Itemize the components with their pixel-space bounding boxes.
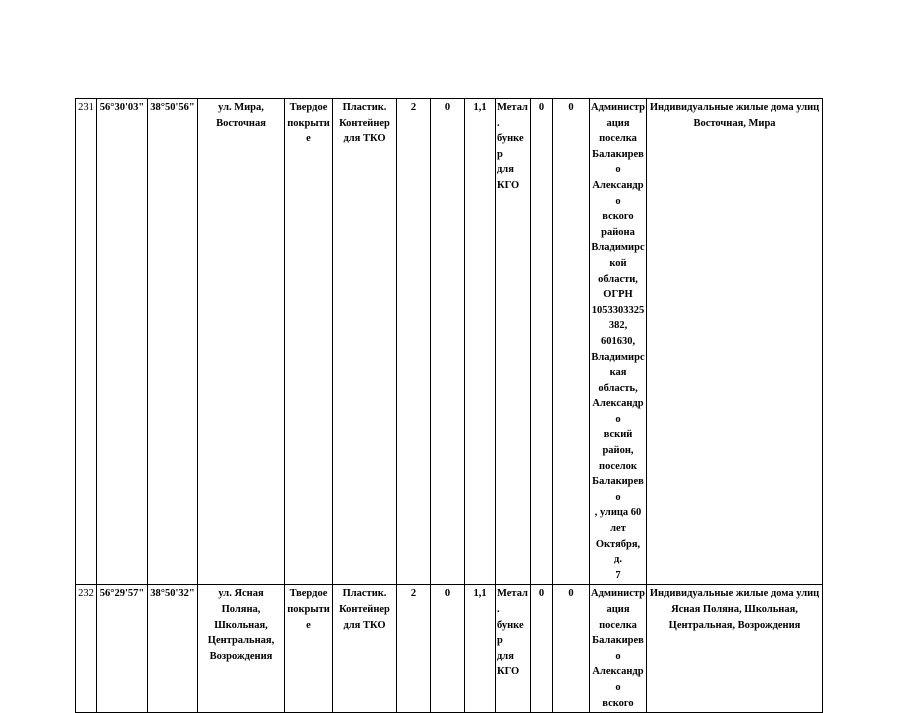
waste-sources-cell: Индивидуальные жилые дома улиц Восточная, Мира — [647, 99, 823, 585]
row-number: 232 — [76, 585, 97, 713]
surface-cell: Твердое покрытие — [285, 99, 333, 585]
planned-count-cell: 0 — [431, 99, 465, 585]
planned-count-cell: 0 — [431, 585, 465, 713]
waste-sources-cell: Индивидуальные жилые дома улиц Ясная Поляна, Школьная, Центральная, Возрождения — [647, 585, 823, 713]
bunker-type-cell: Метал. бункер для КГО — [496, 585, 531, 713]
container-count-cell: 2 — [397, 585, 431, 713]
address-cell: ул. Мира, Восточная — [198, 99, 285, 585]
row-number: 231 — [76, 99, 97, 585]
table-row — [76, 99, 823, 585]
volume-cell: 1,1 — [465, 585, 496, 713]
container-type-cell: Пластик. Контейнер для ТКО — [333, 99, 397, 585]
address-cell: ул. Ясная Поляна, Школьная, Центральная, Возрождения — [198, 585, 285, 713]
latitude-cell: 56°29'57" — [97, 585, 148, 713]
volume-cell: 1,1 — [465, 99, 496, 585]
container-count-cell: 2 — [397, 99, 431, 585]
bunker-count-cell: 0 — [531, 585, 553, 713]
bunker-planned-cell: 0 — [553, 99, 590, 585]
surface-cell: Твердое покрытие — [285, 585, 333, 713]
bunker-type-cell: Метал. бункер для КГО — [496, 99, 531, 585]
owner-cell: Администр ация поселка Балакирево Александро вского района Владимирс кой области, ОГРН 1053303325 382, 601630, Владимирс кая область, Александро вский район, поселок Балакирево , улица 60 лет Октября, д. 7 — [590, 99, 647, 585]
longitude-cell: 38°50'32" — [148, 585, 198, 713]
container-type-cell: Пластик. Контейнер для ТКО — [333, 585, 397, 713]
latitude-cell: 56°30'03" — [97, 99, 148, 585]
table-row — [76, 585, 823, 713]
longitude-cell: 38°50'56" — [148, 99, 198, 585]
owner-cell: Администр ация поселка Балакирево Александро вского — [590, 585, 647, 713]
bunker-planned-cell: 0 — [553, 585, 590, 713]
waste-sites-table — [75, 98, 823, 713]
bunker-count-cell: 0 — [531, 99, 553, 585]
